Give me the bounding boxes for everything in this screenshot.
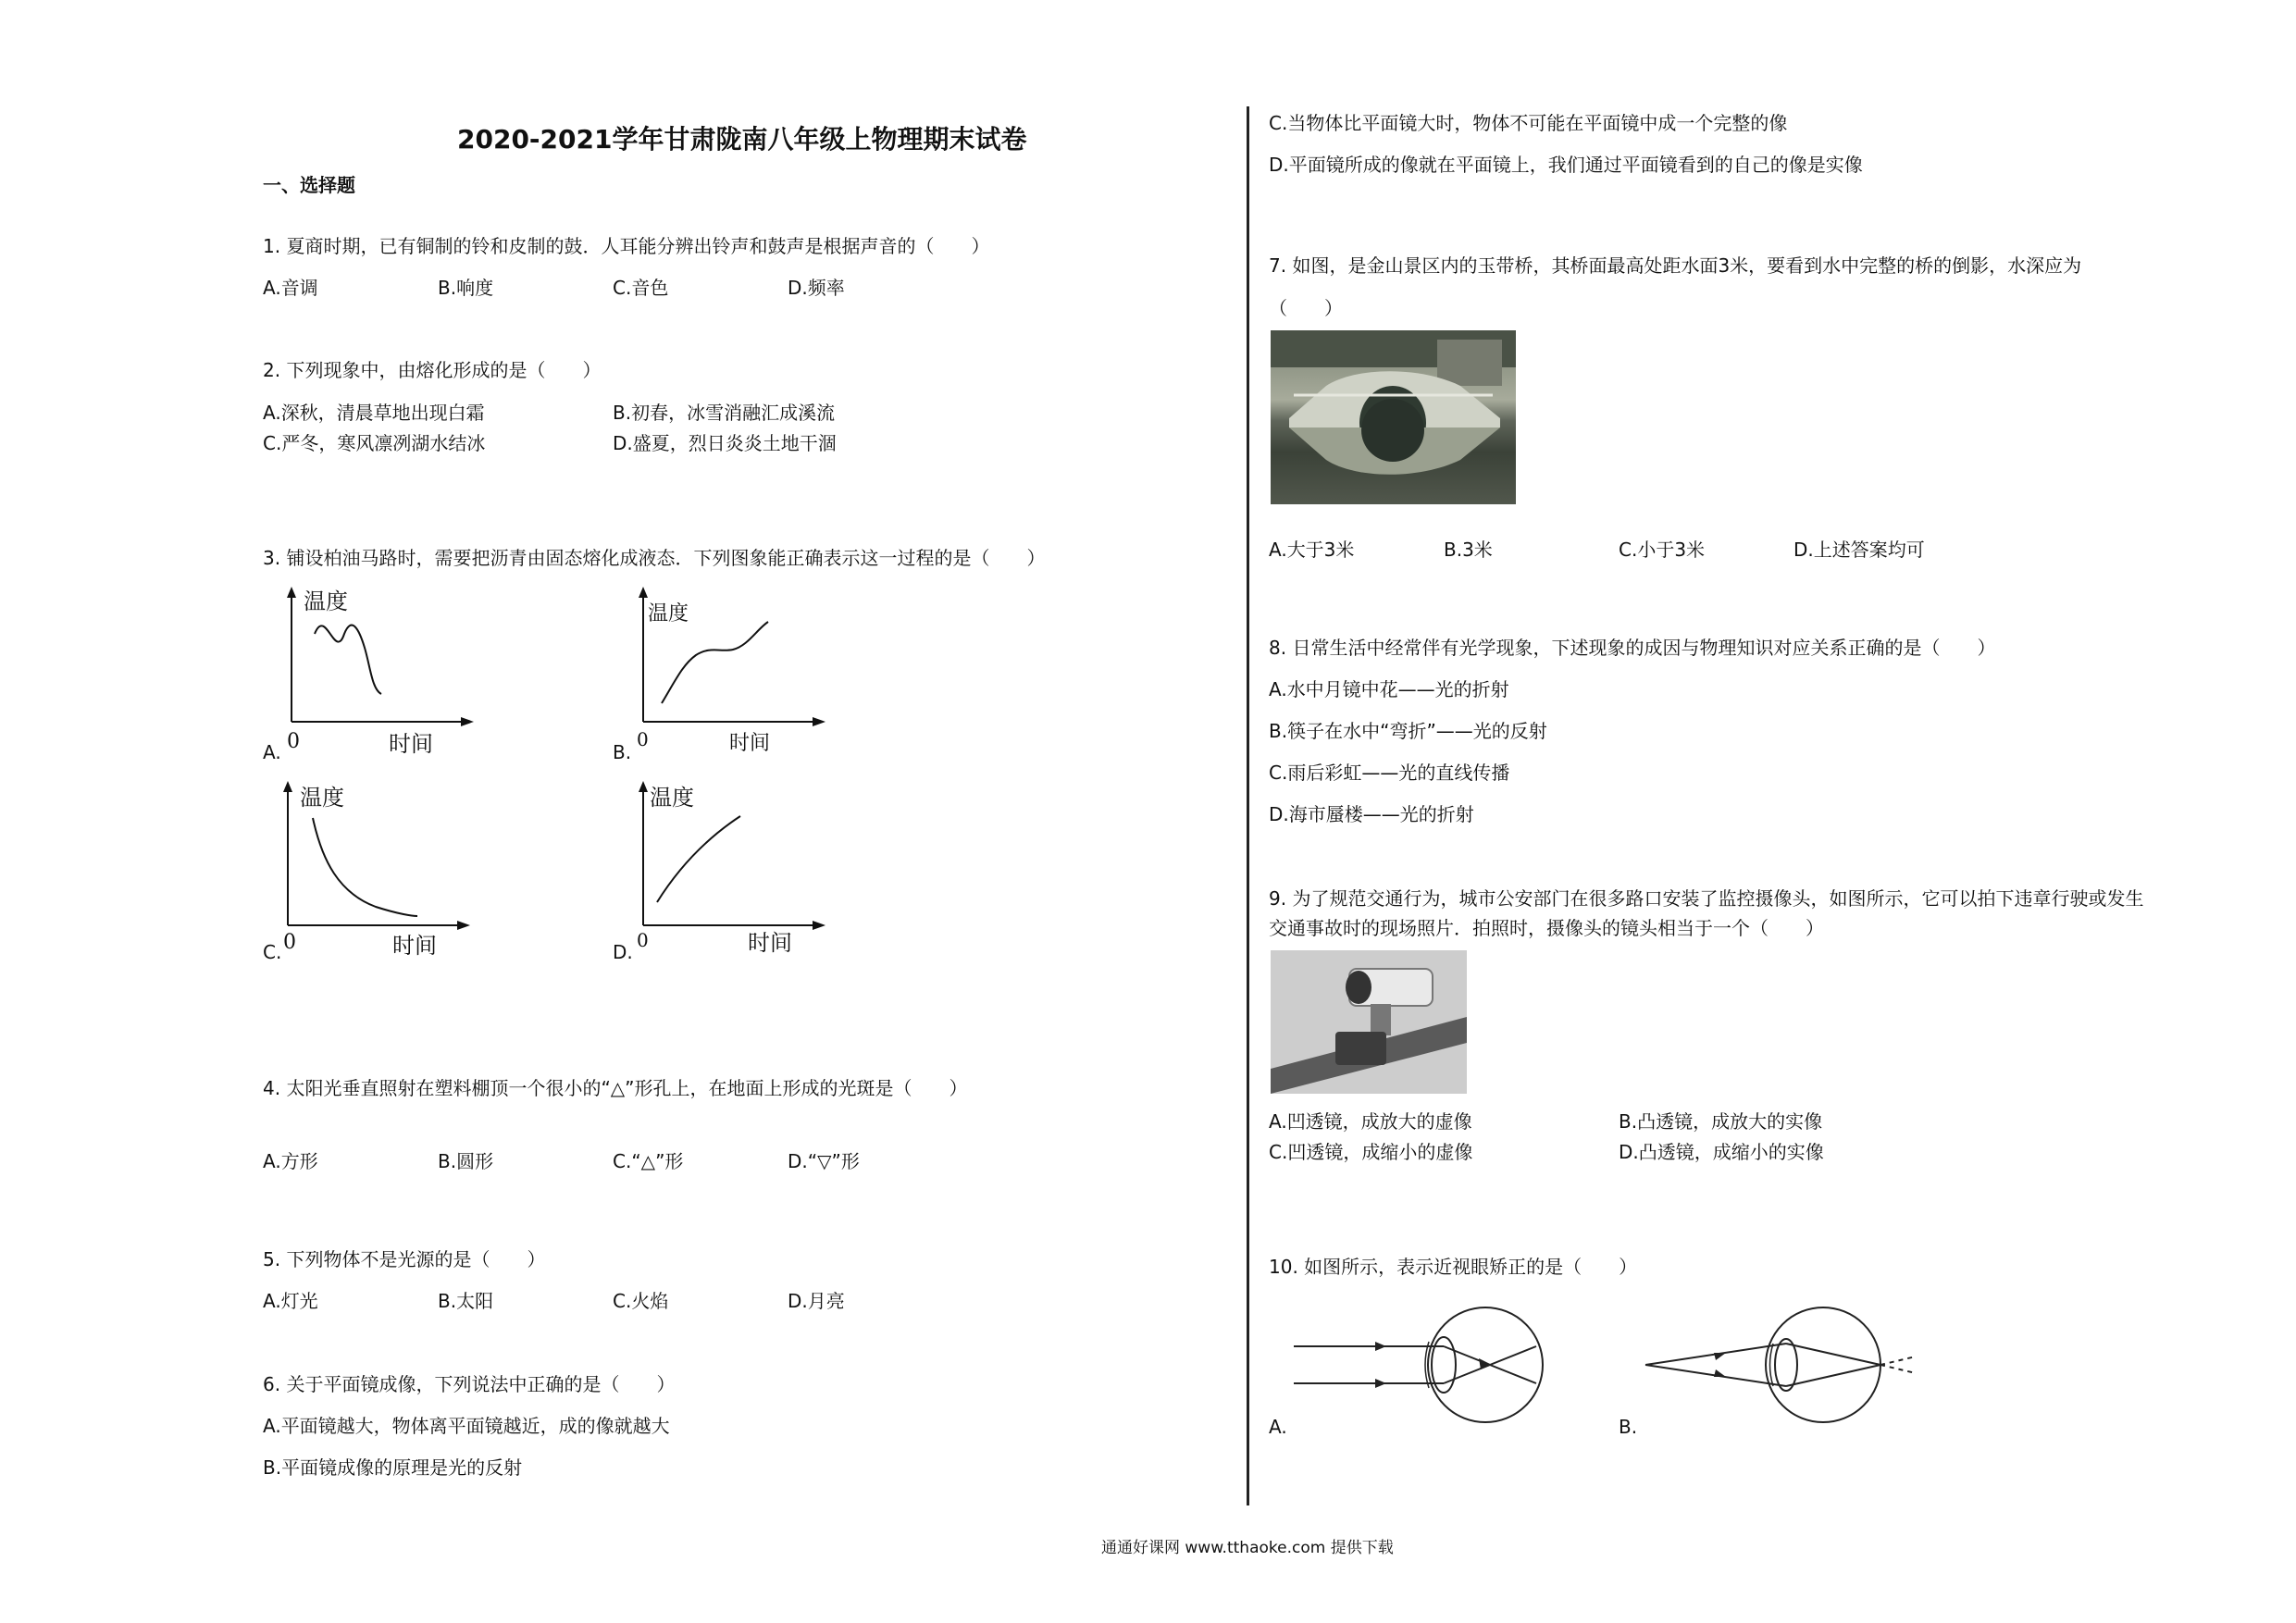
q9-option-d: D.凸透镜，成缩小的实像 xyxy=(1619,1141,1824,1163)
q9-stem-cont: 交通事故时的现场照片．拍照时，摄像头的镜头相当于一个（ ） xyxy=(1269,917,1824,939)
q6-option-c: C.当物体比平面镜大时，物体不可能在平面镜中成一个完整的像 xyxy=(1269,112,1788,134)
section-heading: 一、选择题 xyxy=(263,174,355,196)
q1-stem: 1. 夏商时期，已有铜制的铃和皮制的鼓．人耳能分辨出铃声和鼓声是根据声音的（ ） xyxy=(263,235,990,257)
graph-c-ylabel: 温度 xyxy=(300,785,344,811)
graph-a-ylabel: 温度 xyxy=(304,588,348,614)
q7-option-d: D.上述答案均可 xyxy=(1793,539,1925,561)
q1-option-d: D.频率 xyxy=(788,277,845,299)
q8-stem: 8. 日常生活中经常伴有光学现象，下述现象的成因与物理知识对应关系正确的是（ ） xyxy=(1269,637,1996,659)
graph-d-origin: 0 xyxy=(637,929,649,951)
q8-option-b: B.筷子在水中“弯折”——光的反射 xyxy=(1269,720,1547,742)
graph-c-origin: 0 xyxy=(283,931,296,954)
q3-graph-a xyxy=(278,583,481,759)
q6-stem: 6. 关于平面镜成像，下列说法中正确的是（ ） xyxy=(263,1373,676,1395)
graph-b-origin: 0 xyxy=(637,728,649,750)
q9-option-c: C.凹透镜，成缩小的虚像 xyxy=(1269,1141,1473,1163)
graph-b-ylabel: 温度 xyxy=(648,602,689,626)
q3-stem: 3. 铺设柏油马路时，需要把沥青由固态熔化成液态．下列图象能正确表示这一过程的是（ ） xyxy=(263,547,1046,569)
q2-option-b: B.初春，冰雪消融汇成溪流 xyxy=(613,402,836,424)
q2-stem: 2. 下列现象中，由熔化形成的是（ ） xyxy=(263,359,602,381)
q4-option-d: D.“▽”形 xyxy=(788,1150,860,1172)
q6-option-b: B.平面镜成像的原理是光的反射 xyxy=(263,1456,523,1479)
q9-stem: 9. 为了规范交通行为，城市公安部门在很多路口安装了监控摄像头，如图所示，它可以拍下违章行驶或发生 xyxy=(1269,887,2144,910)
graph-d-xlabel: 时间 xyxy=(748,930,792,956)
q4-option-a: A.方形 xyxy=(263,1150,318,1172)
graph-d-ylabel: 温度 xyxy=(650,785,694,811)
q2-option-c: C.严冬，寒风凛冽湖水结冰 xyxy=(263,432,486,454)
eye-diagram-b xyxy=(1638,1295,1934,1434)
q6-option-d: D.平面镜所成的像就在平面镜上，我们通过平面镜看到的自己的像是实像 xyxy=(1269,154,1863,176)
q3-graph-c xyxy=(274,777,478,962)
q3-option-c: C. xyxy=(263,941,282,963)
q8-option-c: C.雨后彩虹——光的直线传播 xyxy=(1269,762,1510,784)
q1-option-b: B.响度 xyxy=(438,277,494,299)
q7-stem: 7. 如图，是金山景区内的玉带桥，其桥面最高处距水面3米，要看到水中完整的桥的倒影，水深应为 xyxy=(1269,254,2082,277)
q2-option-a: A.深秋，清晨草地出现白霜 xyxy=(263,402,485,424)
q9-option-b: B.凸透镜，成放大的实像 xyxy=(1619,1110,1823,1133)
graph-a-origin: 0 xyxy=(287,730,300,753)
q7-stem-cont: （ ） xyxy=(1269,297,1343,319)
q5-option-c: C.火焰 xyxy=(613,1290,669,1312)
q6-option-a: A.平面镜越大，物体离平面镜越近，成的像就越大 xyxy=(263,1415,670,1437)
q4-stem: 4. 太阳光垂直照射在塑料棚顶一个很小的“△”形孔上，在地面上形成的光斑是（ ） xyxy=(263,1077,968,1099)
q7-option-b: B.3米 xyxy=(1444,539,1493,561)
q3-option-d: D. xyxy=(613,941,633,963)
graph-a-xlabel: 时间 xyxy=(389,731,433,757)
q8-option-a: A.水中月镜中花——光的折射 xyxy=(1269,678,1509,700)
q1-option-a: A.音调 xyxy=(263,277,318,299)
q10-option-b: B. xyxy=(1619,1416,1638,1438)
q3-option-a: A. xyxy=(263,741,281,763)
q1-option-c: C.音色 xyxy=(613,277,669,299)
q2-option-d: D.盛夏，烈日炎炎土地干涸 xyxy=(613,432,837,454)
q7-option-c: C.小于3米 xyxy=(1619,539,1706,561)
q5-option-d: D.月亮 xyxy=(788,1290,845,1312)
bridge-photo xyxy=(1271,330,1516,504)
q4-option-c: C.“△”形 xyxy=(613,1150,684,1172)
q5-option-a: A.灯光 xyxy=(263,1290,318,1312)
q5-option-b: B.太阳 xyxy=(438,1290,494,1312)
column-divider xyxy=(1247,106,1249,1505)
q3-graph-b xyxy=(629,583,833,759)
q10-stem: 10. 如图所示，表示近视眼矫正的是（ ） xyxy=(1269,1256,1638,1278)
eye-diagram-a xyxy=(1286,1295,1564,1434)
footer-text: 通通好课网 www.tthaoke.com 提供下载 xyxy=(1101,1539,1394,1557)
q9-option-a: A.凹透镜，成放大的虚像 xyxy=(1269,1110,1472,1133)
q3-graph-d xyxy=(629,777,833,962)
q3-option-b: B. xyxy=(613,741,632,763)
q4-option-b: B.圆形 xyxy=(438,1150,494,1172)
q10-option-a: A. xyxy=(1269,1416,1287,1438)
graph-c-xlabel: 时间 xyxy=(392,933,437,959)
q8-option-d: D.海市蜃楼——光的折射 xyxy=(1269,803,1474,825)
q5-stem: 5. 下列物体不是光源的是（ ） xyxy=(263,1248,546,1270)
graph-b-xlabel: 时间 xyxy=(729,732,771,755)
camera-photo xyxy=(1271,950,1467,1094)
page-title: 2020-2021学年甘肃陇南八年级上物理期末试卷 xyxy=(457,124,1027,155)
q7-option-a: A.大于3米 xyxy=(1269,539,1355,561)
